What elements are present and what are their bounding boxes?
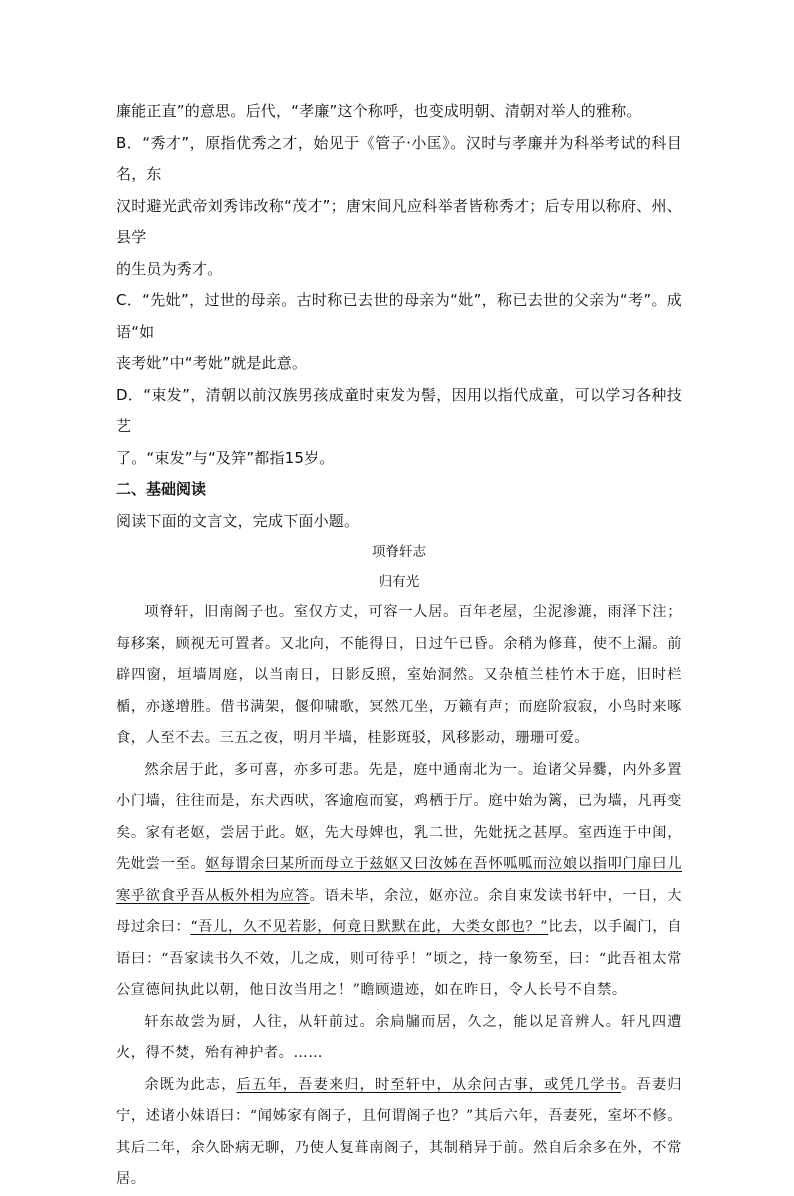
essay-paragraph-2 bbox=[116, 755, 682, 1007]
text-line: 的生员为秀才。 bbox=[116, 259, 223, 278]
essay-paragraph-1: 项脊轩，旧南阁子也。室仅方丈，可容一人居。百年老屋，尘泥渗漉，雨泽下注；每移案，顾视无可置者。又北向，不能得日，日过午已昏。余稍为修葺，使不上漏。前辟四窗，垣墙周庭，以当南日，日影反照，室始洞然。又杂植兰桂竹木于庭，旧时栏楯，亦遂增胜。借书满架，偃仰啸歌，冥然兀坐，万籁有声；而庭阶寂寂，小鸟时来啄食，人至不去。三五之夜，明月半墙，桂影斑驳，风移影动，珊珊可爱。 bbox=[116, 604, 682, 746]
essay-text: 。吾妻归宁，述诸小妹语曰：“闻姊家有阁子，且何谓阁子也？”其后六年，吾妻死，室坏不修。其后二年，余久卧病无聊，乃使人复葺南阁子，其制稍异于前。然自后余多在外，不常居。 bbox=[116, 1076, 682, 1187]
section-title: 二、基础阅读 bbox=[116, 480, 207, 498]
essay-author: 归有光 bbox=[378, 574, 420, 590]
text-line: 汉时避光武帝刘秀讳改称“茂才”；唐宋间凡应科举者皆称秀才；后专用以称府、州、县学 bbox=[116, 196, 682, 246]
underlined-sentence: 妪每谓余曰某所而母立于兹妪又曰汝姊在吾怀呱呱而泣娘以指叩门扉曰儿寒乎欲食乎吾从板外相为应答 bbox=[116, 856, 682, 904]
section-instruction: 阅读下面的文言文，完成下面小题。 bbox=[116, 511, 360, 530]
essay-text: 然余居于此，多可喜，亦多可悲。先是，庭中通南北为一。迨诸父异爨，内外多置小门墙，往往而是，东犬西吠，客逾庖而宴，鸡栖于厅。庭中始为篱，已为墙，凡再变矣。家有老妪，尝居于此。妪，先大母婢也，乳二世，先妣抚之甚厚。室西连于中闺，先妣尝一至。 bbox=[116, 761, 682, 872]
essay-text: 比去，以手阖门，自语曰：“吾家读书久不效，儿之成，则可待乎！”顷之，持一象笏至，曰：“此吾祖太常公宣德间执此以朝，他日汝当用之！”瞻顾遗迹，如在昨日，令人长号不自禁。 bbox=[116, 919, 682, 998]
text-line: 廉能正直”的意思。后代，“孝廉”这个称呼，也变成明朝、清朝对举人的雅称。 bbox=[116, 102, 642, 120]
document-page bbox=[116, 96, 682, 1196]
text-line: 了。“束发”与“及笄”都指15岁。 bbox=[116, 448, 335, 467]
underlined-sentence: “吾儿，久不见若影，何竟日默默在此，大类女郎也？” bbox=[190, 919, 549, 935]
underlined-sentence: 后五年，吾妻来归，时至轩中，从余问古事，或凭几学书 bbox=[236, 1076, 622, 1093]
option-d-line: D．“束发”，清朝以前汉族男孩成童时束发为髻，因用以指代成童，可以学习各种技艺 bbox=[116, 385, 682, 435]
essay-title: 项脊轩志 bbox=[372, 544, 426, 560]
essay-paragraph-4 bbox=[116, 1070, 682, 1196]
option-c-line: C．“先妣”，过世的母亲。古时称已去世的母亲为“妣”，称已去世的父亲为“考”。成语“如 bbox=[116, 291, 682, 341]
text-line: 丧考妣”中“考妣”就是此意。 bbox=[116, 354, 308, 372]
essay-paragraph-3: 轩东故尝为厨，人往，从轩前过。余扃牖而居，久之，能以足音辨人。轩凡四遭火，得不焚，殆有神护者。…… bbox=[116, 1013, 682, 1061]
essay-text: 余既为此志， bbox=[144, 1076, 237, 1093]
essay-text: 。语未毕，余泣，妪亦泣。余自束发读书轩中，一日，大母过余曰： bbox=[116, 887, 682, 935]
option-b-line: B．“秀才”，原指优秀之才，始见于《管子·小匡》。汉时与孝廉并为科举考试的科目名，东 bbox=[116, 133, 682, 183]
